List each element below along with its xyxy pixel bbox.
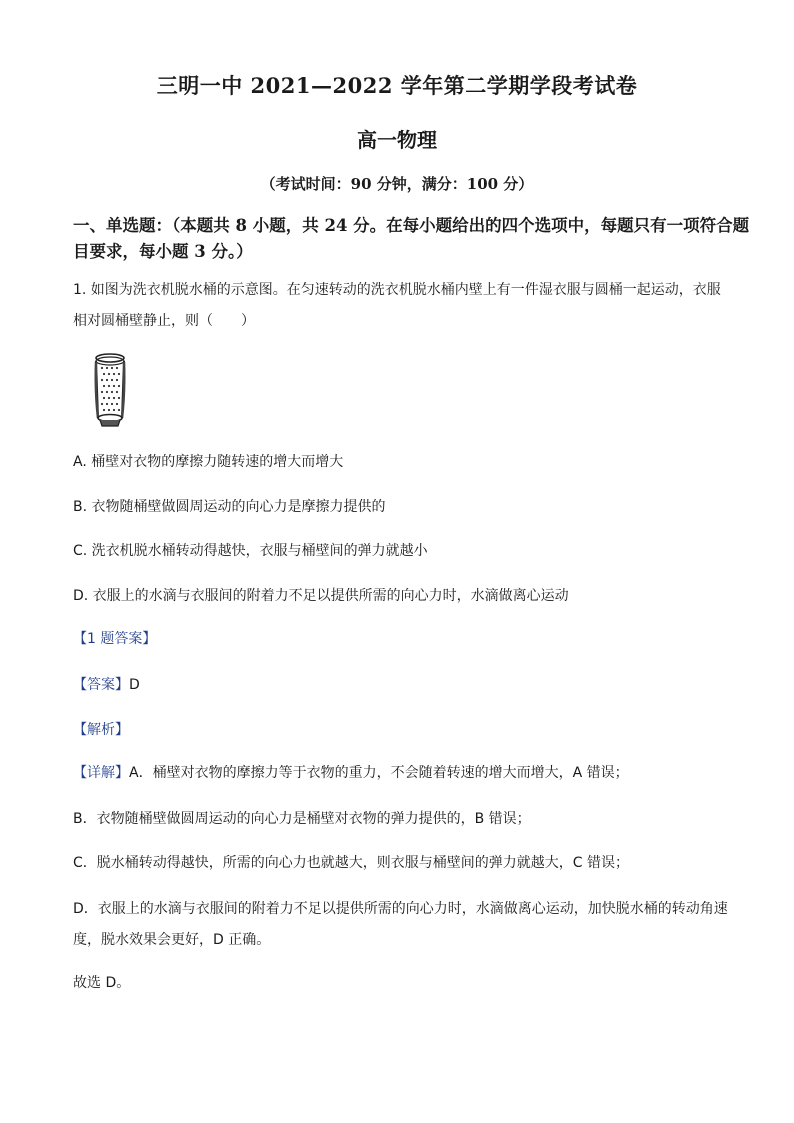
answer-value: D [129,677,140,693]
question-stem-line2: 相对圆桶壁静止，则（ ） [73,313,255,329]
section-heading-line2: 目要求，每小题 3 分。） [73,242,253,261]
answer-line [73,674,140,694]
conclusion: 故选 D。 [73,975,131,991]
option-c: C. 洗衣机脱水桶转动得越快，衣服与桶壁间的弹力就越小 [73,543,428,559]
section-heading-line1: 一、单选题：（本题共 8 小题，共 24 分。在每小题给出的四个选项中，每题只有一项符合题 [73,216,750,235]
detail-line-c: C．脱水桶转动得越快，所需的向心力也就越大，则衣服与桶壁间的弹力就越大，C 错误； [73,855,629,871]
exam-title: 三明一中 2021—2022 学年第二学期学段考试卷 [156,73,638,98]
option-b: B. 衣物随桶壁做圆周运动的向心力是摩擦力提供的 [73,499,386,515]
subject-title: 高一物理 [357,128,437,152]
question-stem-line1: 1. 如图为洗衣机脱水桶的示意图。在匀速转动的洗衣机脱水桶内壁上有一件湿衣服与圆桶一起运动，衣服 [73,282,721,298]
option-d: D. 衣服上的水滴与衣服间的附着力不足以提供所需的向心力时，水滴做离心运动 [73,588,569,604]
detail-line-a [73,762,629,782]
answer-label: 【答案】 [73,677,129,693]
analysis-heading: 【解析】 [73,722,129,738]
detail-line-d1: D．衣服上的水滴与衣服间的附着力不足以提供所需的向心力时，水滴做离心运动，加快脱水桶的转动角速 [73,901,728,917]
answer-heading: 【1 题答案】 [73,631,157,647]
option-a: A. 桶壁对衣物的摩擦力随转速的增大而增大 [73,454,344,470]
detail-line-d2: 度，脱水效果会更好，D 正确。 [73,932,271,948]
detail-line-b: B．衣物随桶壁做圆周运动的向心力是桶壁对衣物的弹力提供的，B 错误； [73,811,531,827]
spin-drum-icon [90,352,130,428]
exam-info: （考试时间：90 分钟，满分：100 分） [260,175,534,193]
detail-label: 【详解】 [73,765,129,781]
detail-a-text: A．桶壁对衣物的摩擦力等于衣物的重力，不会随着转速的增大而增大，A 错误； [129,765,629,781]
